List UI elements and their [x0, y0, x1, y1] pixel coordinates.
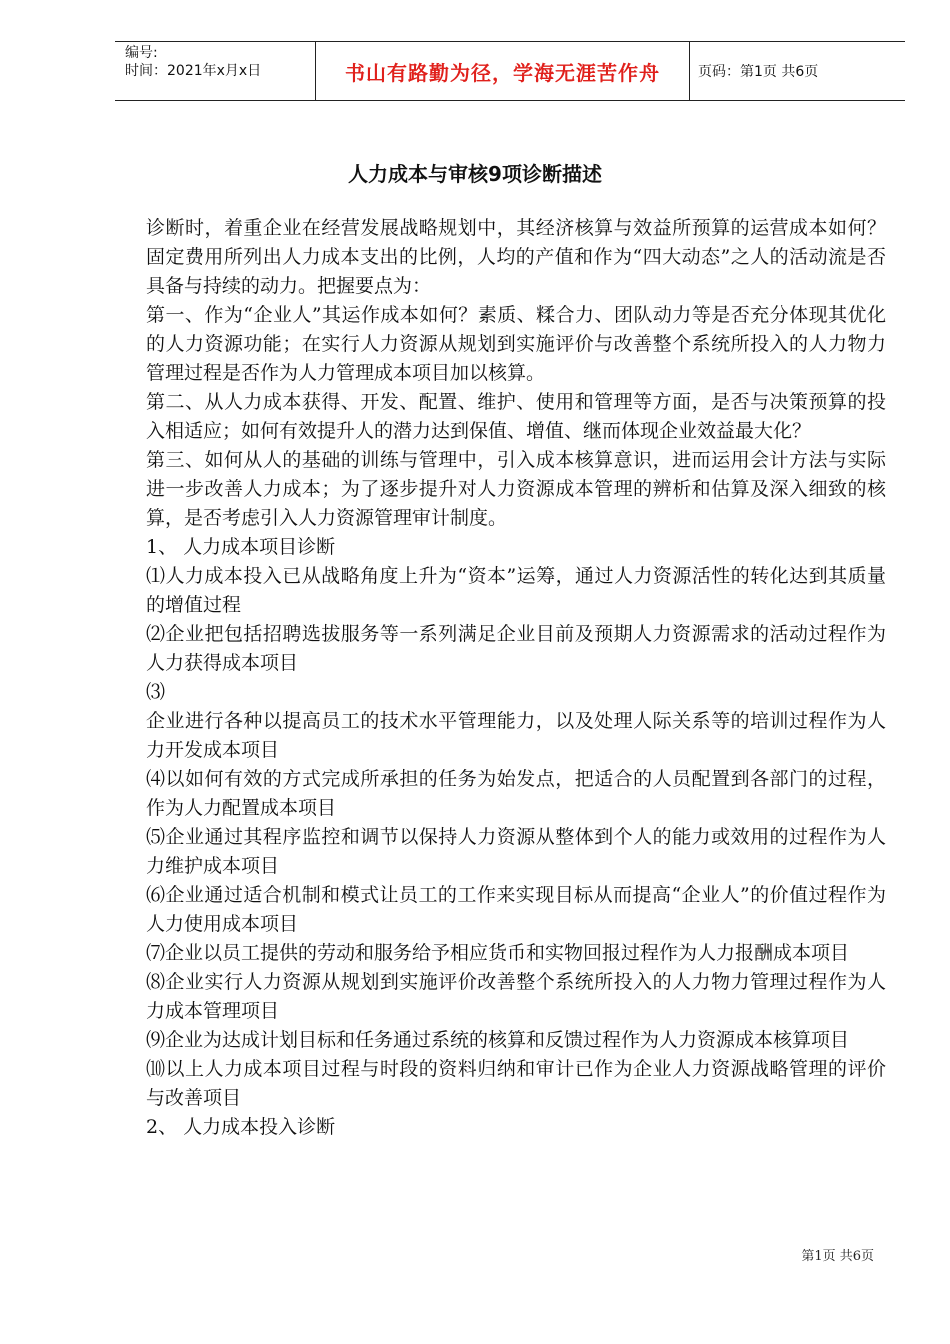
- paragraph: 第三、如何从人的基础的训练与管理中，引入成本核算意识，进而运用会计方法与实际进一步改善人力成本；为了逐步提升对人力资源成本管理的辨析和估算及深入细致的核算，是否考虑引入人力资源管理审计制度。: [146, 449, 886, 529]
- list-item: ⑻企业实行人力资源从规划到实施评价改善整个系统所投入的人力物力管理过程作为人力成本管理项目: [146, 971, 886, 1022]
- list-item: ⑷以如何有效的方式完成所承担的任务为始发点，把适合的人员配置到各部门的过程，作为人力配置成本项目: [146, 768, 886, 819]
- time-label: 时间：2021年x月x日: [125, 63, 262, 79]
- paragraph: 诊断时，着重企业在经营发展战略规划中，其经济核算与效益所预算的运营成本如何？固定费用所列出人力成本支出的比例，人均的产值和作为“四大动态”之人的活动流是否具备与持续的动力。把握要点为：: [146, 217, 886, 297]
- code-label: 编号:: [125, 45, 158, 61]
- list-item: ⑴人力成本投入已从战略角度上升为“资本”运筹，通过人力资源活性的转化达到其质量的增值过程: [146, 565, 886, 616]
- document-title: 人力成本与审核9项诊断描述: [348, 162, 602, 186]
- list-item: ⑸企业通过其程序监控和调节以保持人力资源从整体到个人的能力或效用的过程作为人力维护成本项目: [146, 826, 886, 877]
- header-page-info: 页码：第1页 共6页: [698, 64, 819, 80]
- page-footer: 第1页 共6页: [801, 1249, 874, 1264]
- list-item: ⑹企业通过适合机制和模式让员工的工作来实现目标从而提高“企业人”的价值过程作为人力使用成本项目: [146, 884, 886, 935]
- header-motto: 书山有路勤为径，学海无涯苦作舟: [316, 42, 690, 100]
- list-item: ⑼企业为达成计划目标和任务通过系统的核算和反馈过程作为人力资源成本核算项目: [146, 1029, 850, 1051]
- document-body: [146, 214, 886, 1142]
- header-meta: [115, 42, 316, 100]
- paragraph: 第二、从人力成本获得、开发、配置、维护、使用和管理等方面，是否与决策预算的投入相适应；如何有效提升人的潜力达到保值、增值、继而体现企业效益最大化？: [146, 391, 886, 442]
- section-heading: 1、 人力成本项目诊断: [146, 536, 336, 558]
- list-item: ⑽以上人力成本项目过程与时段的资料归纳和审计已作为企业人力资源战略管理的评价与改善项目: [146, 1058, 886, 1109]
- list-item: ⑶: [146, 681, 166, 703]
- list-item: ⑵企业把包括招聘选拔服务等一系列满足企业目前及预期人力资源需求的活动过程作为人力获得成本项目: [146, 623, 886, 674]
- paragraph: 第一、作为“企业人”其运作成本如何？素质、糅合力、团队动力等是否充分体现其优化的人力资源功能；在实行人力资源从规划到实施评价与改善整个系统所投入的人力物力管理过程是否作为人力管理成本项目加以核算。: [146, 304, 886, 384]
- list-item: 企业进行各种以提高员工的技术水平管理能力，以及处理人际关系等的培训过程作为人力开发成本项目: [146, 710, 886, 761]
- section-heading: 2、 人力成本投入诊断: [146, 1116, 336, 1138]
- list-item: ⑺企业以员工提供的劳动和服务给予相应货币和实物回报过程作为人力报酬成本项目: [146, 942, 850, 964]
- page-header: [115, 41, 905, 101]
